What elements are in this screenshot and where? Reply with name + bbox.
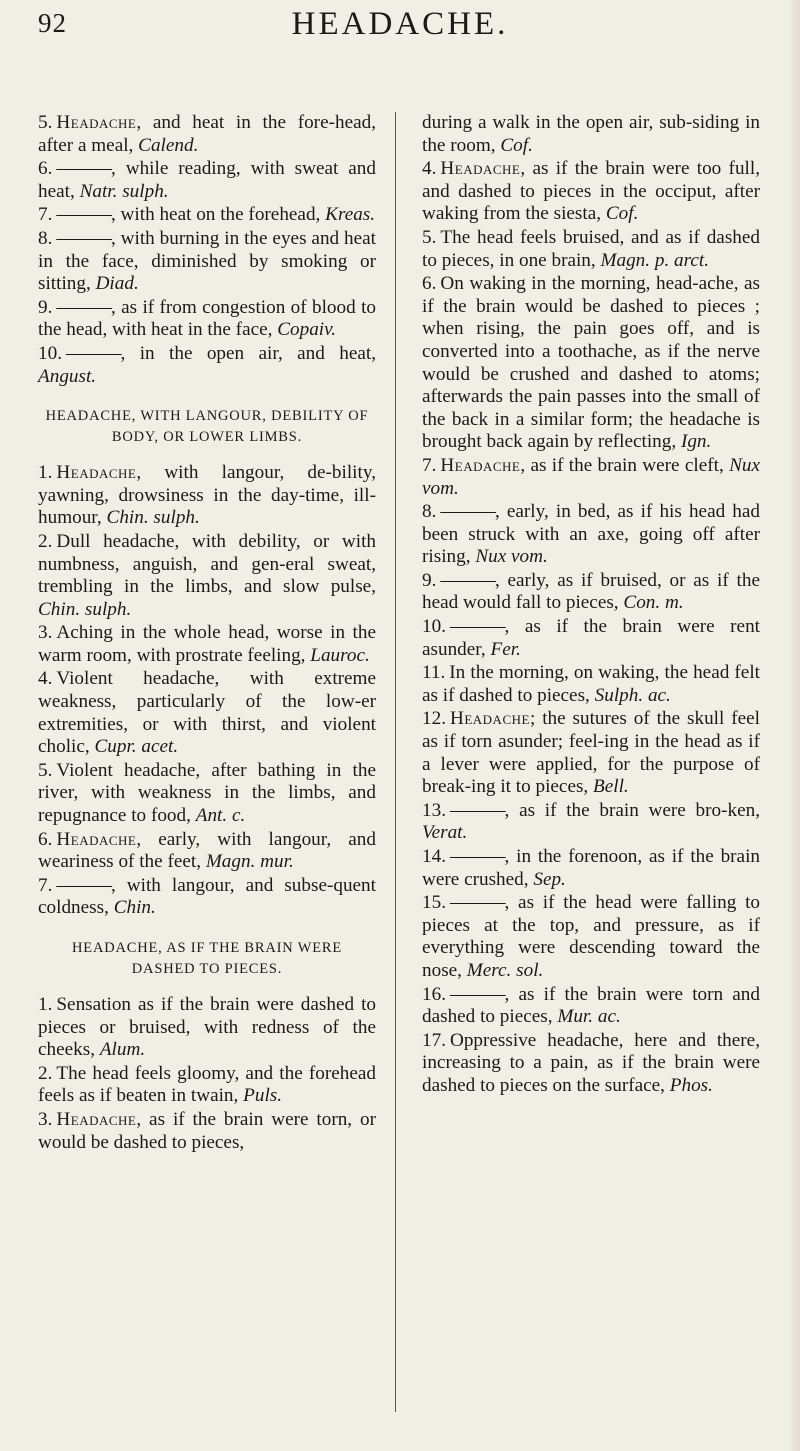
entry-remedy: Bell. xyxy=(593,776,629,798)
entry-remedy: Chin. xyxy=(113,897,156,919)
entry-remedy: Kreas. xyxy=(325,204,376,226)
remedy-entry xyxy=(422,616,760,661)
entry-remedy: Fer. xyxy=(490,638,521,660)
entry-text: , early, as if bruised, or as if the head would fall to pieces, xyxy=(422,569,760,614)
entry-number: 16. xyxy=(422,983,446,1005)
entry-number: 10. xyxy=(422,616,446,638)
entry-number: 12. xyxy=(422,708,446,730)
entry-lead-word: Headache xyxy=(56,112,137,133)
remedy-entry xyxy=(38,1109,376,1154)
entry-lead-word: Headache xyxy=(440,454,521,476)
remedy-entry xyxy=(422,708,760,798)
entry-text: , as if the brain were cleft, xyxy=(520,454,730,476)
left-column xyxy=(38,112,376,1155)
entry-number: 6. xyxy=(38,158,53,180)
entry-remedy: Magn. mur. xyxy=(205,851,294,873)
section-heading: HEADACHE, AS IF THE BRAIN WERE DASHED TO PIECES. xyxy=(72,940,342,977)
entry-remedy: Puls. xyxy=(243,1085,283,1107)
entry-text: during a walk in the open air, sub-siding in the room, xyxy=(422,112,760,156)
remedy-entry xyxy=(38,112,376,157)
entry-text: The head feels gloomy, and the forehead feels as if beaten in twain, xyxy=(38,1062,376,1107)
entry-text: , as if the brain were torn, or would be dashed to pieces, xyxy=(38,1108,376,1153)
entry-number: 1. xyxy=(38,994,53,1015)
entry-remedy: Verat. xyxy=(422,822,468,844)
entry-number: 4. xyxy=(38,668,53,690)
entry-dash: ——— xyxy=(56,296,111,318)
remedy-entry xyxy=(38,204,376,227)
entry-lead-word: Headache xyxy=(449,708,530,730)
entry-lead-word: Headache xyxy=(56,462,137,484)
entry-remedy: Nux vom. xyxy=(475,546,548,568)
entry-remedy: Magn. p. arct. xyxy=(600,249,710,271)
entry-number: 5. xyxy=(38,759,53,781)
remedy-entry xyxy=(38,668,376,758)
entry-remedy: Natr. sulph. xyxy=(79,180,169,202)
entry-remedy: Chin. sulph. xyxy=(106,507,200,529)
remedy-entry xyxy=(422,800,760,845)
remedy-entry xyxy=(38,343,376,388)
entry-lead-word: Headache xyxy=(440,158,521,180)
entry-number: 9. xyxy=(422,569,437,591)
entry-number: 6. xyxy=(422,273,437,295)
entry-text: , while reading, with sweat and heat, xyxy=(38,158,376,202)
entry-text: , in the forenoon, as if the brain were crushed, xyxy=(422,846,760,890)
entry-remedy: Alum. xyxy=(99,1039,146,1061)
entry-number: 3. xyxy=(38,1108,53,1130)
column-divider xyxy=(395,112,396,1412)
remedy-entry xyxy=(422,662,760,707)
entry-text: , as if the brain were bro-ken, xyxy=(504,799,760,821)
remedy-entry xyxy=(422,273,760,454)
entry-remedy: Lauroc. xyxy=(310,644,370,666)
remedy-entry xyxy=(422,892,760,982)
entry-dash: ——— xyxy=(449,616,505,638)
entry-dash: ——— xyxy=(65,342,121,364)
entry-remedy: Calend. xyxy=(138,134,199,156)
entry-dash: ——— xyxy=(56,227,111,249)
right-column xyxy=(422,112,760,1099)
entry-text: , as if the brain were too full, and dashed to pieces in the occiput, after waking from the siesta, xyxy=(422,158,760,225)
entry-remedy: Copaiv. xyxy=(277,319,337,341)
remedy-entry xyxy=(422,570,760,615)
entry-dash: ——— xyxy=(440,569,495,591)
page-number: 92 xyxy=(38,8,67,38)
entry-text: , in the open air, and heat, xyxy=(120,342,376,364)
entry-number: 2. xyxy=(38,530,53,552)
entry-dash: ——— xyxy=(449,799,505,821)
entry-text: , as if the head were falling to pieces at the top, and pressure, as if everything were descending toward the nose, xyxy=(422,892,760,981)
entry-number: 6. xyxy=(38,828,53,850)
entry-number: 8. xyxy=(38,227,53,249)
entry-text: , early, in bed, as if his head had been struck with an axe, going off after rising, xyxy=(422,501,760,568)
entry-dash: ——— xyxy=(449,846,505,867)
entry-text: The head feels bruised, and as if dashed to pieces, in one brain, xyxy=(422,226,760,271)
entry-number: 13. xyxy=(422,799,446,821)
entry-lead-word: Headache xyxy=(56,828,137,850)
remedy-entry xyxy=(422,984,760,1029)
entry-number: 2. xyxy=(38,1062,53,1084)
entry-text: , and heat in the fore-head, after a meal, xyxy=(38,112,376,156)
entry-remedy: Angust. xyxy=(38,365,97,387)
remedy-entry xyxy=(38,1063,376,1108)
remedy-entry xyxy=(38,531,376,621)
entry-text: , as if the brain were torn and dashed to pieces, xyxy=(422,983,760,1028)
entry-text: , as if from congestion of blood to the head, with heat in the face, xyxy=(38,296,376,341)
entry-number: 3. xyxy=(38,622,53,644)
entry-text: , with burning in the eyes and heat in the face, diminished by smoking or sitting, xyxy=(38,227,376,295)
entry-remedy: Mur. ac. xyxy=(557,1006,621,1028)
remedy-entry xyxy=(422,455,760,500)
entry-number: 5. xyxy=(422,226,437,248)
entry-text: On waking in the morning, head-ache, as if the brain would be dashed to pieces ; when rising, the pain goes off, and is converted into a toothache, as if the nerve would be crushed and dashed to atoms; afterwards the pain passes into the small of the back in a similar form; the headache is brought back again by reflecting, xyxy=(422,273,760,453)
entry-text: Violent headache, with extreme weakness, particularly of the low-er extremities, or with thirst, and violent cholic, xyxy=(38,668,376,758)
entry-remedy: Ant. c. xyxy=(195,805,246,827)
entry-number: 9. xyxy=(38,296,53,318)
entry-dash: ——— xyxy=(56,158,111,180)
remedy-entry xyxy=(38,158,376,203)
entry-number: 15. xyxy=(422,892,446,914)
entry-dash: ——— xyxy=(440,501,495,523)
remedy-entry xyxy=(422,846,760,891)
remedy-entry xyxy=(422,501,760,569)
entry-number: 14. xyxy=(422,846,446,867)
remedy-entry xyxy=(38,760,376,828)
entry-number: 4. xyxy=(422,158,437,180)
entry-remedy: Sulph. ac. xyxy=(594,684,671,706)
remedy-entry xyxy=(422,1030,760,1098)
entry-remedy: Chin. sulph. xyxy=(38,598,132,620)
entry-number: 8. xyxy=(422,501,437,523)
entry-text: , as if the brain were rent asunder, xyxy=(422,616,760,660)
entry-number: 17. xyxy=(422,1029,446,1051)
entry-remedy: Con. m. xyxy=(623,592,684,614)
entry-text: , with heat on the forehead, xyxy=(110,204,326,226)
entry-dash: ——— xyxy=(56,874,111,896)
entry-text: Oppressive headache, here and there, increasing to a pain, as if the brain were dashed to pieces on the surface, xyxy=(422,1029,760,1096)
remedy-entry xyxy=(38,994,376,1062)
entry-text: ; the sutures of the skull feel as if torn asunder; feel-ing in the head as if a lever were applied, for the purpose of break-ing it to pieces, xyxy=(422,708,760,798)
entry-number: 11. xyxy=(422,662,446,684)
entry-dash: ——— xyxy=(56,204,111,226)
page-edge-shadow xyxy=(788,0,800,1451)
entry-text: Aching in the whole head, worse in the warm room, with prostrate feeling, xyxy=(38,622,376,666)
entry-number: 7. xyxy=(422,454,437,476)
entry-text: , early, with langour, and weariness of the feet, xyxy=(38,828,376,873)
entry-text: , with langour, and subse-quent coldness, xyxy=(38,874,376,919)
entry-text: Sensation as if the brain were dashed to pieces or bruised, with redness of the cheeks, xyxy=(38,994,376,1061)
entry-dash: ——— xyxy=(449,892,505,914)
entry-number: 7. xyxy=(38,874,53,896)
remedy-entry xyxy=(422,158,760,226)
entry-number: 10. xyxy=(38,342,62,364)
remedy-entry xyxy=(38,622,376,667)
entry-text: Violent headache, after bathing in the river, with weakness in the limbs, and repugnance to food, xyxy=(38,759,376,827)
remedy-entry xyxy=(38,462,376,530)
remedy-entry xyxy=(422,112,760,157)
entry-text: Dull headache, with debility, or with numbness, anguish, and gen-eral sweat, trembling in the limbs, and slow pulse, xyxy=(38,530,376,598)
entry-text: , with langour, de-bility, yawning, drowsiness in the day-time, ill-humour, xyxy=(38,462,376,529)
entry-number: 5. xyxy=(38,112,53,133)
remedy-entry xyxy=(38,829,376,874)
remedy-entry xyxy=(38,228,376,296)
remedy-entry xyxy=(38,875,376,920)
remedy-entry xyxy=(38,297,376,342)
entry-remedy: Cupr. acet. xyxy=(94,736,179,758)
entry-text: In the morning, on waking, the head felt as if dashed to pieces, xyxy=(422,662,760,706)
entry-remedy: Ign. xyxy=(680,431,712,453)
entry-remedy: Phos. xyxy=(669,1074,713,1096)
section-heading: HEADACHE, WITH LANGOUR, DEBILITY OF BODY, OR LOWER LIMBS. xyxy=(45,408,369,446)
entry-remedy: Cof. xyxy=(605,203,639,225)
entry-dash: ——— xyxy=(449,983,505,1005)
entry-remedy: Merc. sol. xyxy=(466,959,544,981)
running-head: HEADACHE. xyxy=(291,6,509,42)
entry-lead-word: Headache xyxy=(56,1108,137,1130)
entry-number: 1. xyxy=(38,462,53,484)
entry-remedy: Sep. xyxy=(533,868,566,890)
entry-number: 7. xyxy=(38,204,53,226)
entry-remedy: Cof. xyxy=(500,134,533,156)
remedy-entry xyxy=(422,227,760,272)
entry-remedy: Nux vom. xyxy=(422,454,760,499)
entry-remedy: Diad. xyxy=(95,273,139,295)
